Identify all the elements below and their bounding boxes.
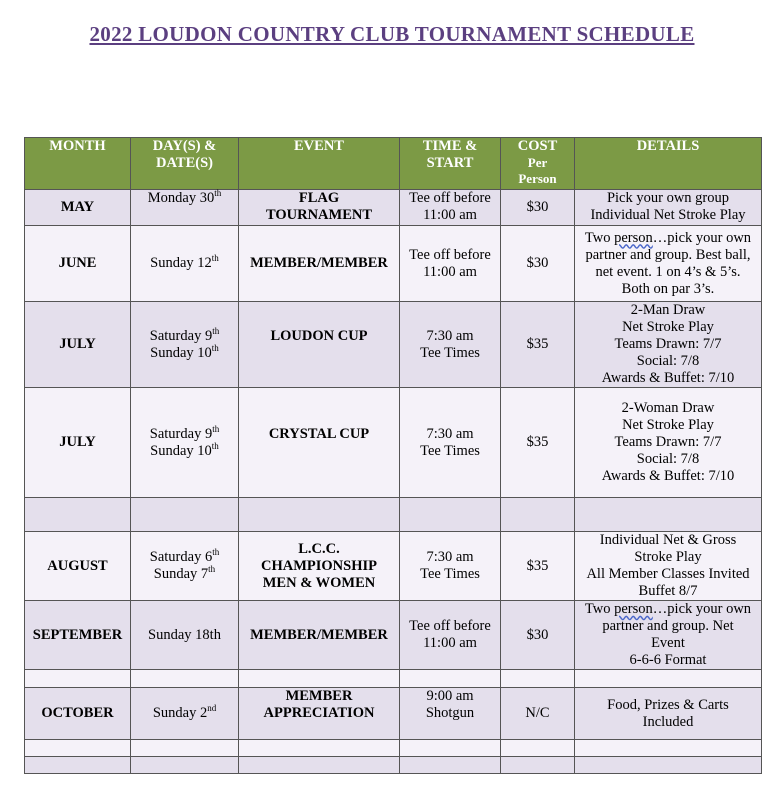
cost-cell: $30 [501, 601, 575, 670]
header-row [25, 138, 762, 190]
header-time: TIME & START [400, 138, 501, 190]
cost-cell: $30 [501, 190, 575, 226]
month-cell: JULY [25, 302, 131, 388]
month-cell: OCTOBER [25, 688, 131, 740]
event-cell: FLAG TOURNAMENT [239, 190, 400, 226]
month-cell: JUNE [25, 226, 131, 302]
days-cell: Saturday 9th Sunday 10th [131, 302, 239, 388]
event-cell: CRYSTAL CUP [239, 388, 400, 498]
event-cell: MEMBER/MEMBER [239, 601, 400, 670]
event-cell: L.C.C. CHAMPIONSHIP MEN & WOMEN [239, 532, 400, 601]
details-cell: Pick your own group Individual Net Stroke Play [575, 190, 762, 226]
days-cell: Monday 30th [131, 190, 239, 226]
page-title: 2022 LOUDON COUNTRY CLUB TOURNAMENT SCHEDULE [89, 22, 695, 46]
cost-cell: $35 [501, 302, 575, 388]
time-cell: 7:30 am Tee Times [400, 532, 501, 601]
cost-cell: $35 [501, 532, 575, 601]
event-cell: MEMBER APPRECIATION [239, 688, 400, 740]
header-days: DAY(S) & DATE(S) [131, 138, 239, 190]
event-cell: MEMBER/MEMBER [239, 226, 400, 302]
time-cell: Tee off before 11:00 am [400, 601, 501, 670]
month-cell: JULY [25, 388, 131, 498]
event-cell: LOUDON CUP [239, 302, 400, 388]
header-cost: COST Per Person [501, 138, 575, 190]
cost-cell: $30 [501, 226, 575, 302]
details-cell: Individual Net & Gross Stroke Play All Member Classes Invited Buffet 8/7 [575, 532, 762, 601]
empty-row [25, 670, 762, 688]
time-cell: Tee off before 11:00 am [400, 226, 501, 302]
empty-row [25, 740, 762, 757]
table-row [25, 688, 762, 740]
days-cell: Saturday 9th Sunday 10th [131, 388, 239, 498]
details-cell: Two person…pick your own partner and group. Best ball, net event. 1 on 4’s & 5’s. Both on par 3’s. [575, 226, 762, 302]
month-cell: MAY [25, 190, 131, 226]
table-row [25, 190, 762, 226]
details-cell: 2-Woman Draw Net Stroke Play Teams Drawn: 7/7 Social: 7/8 Awards & Buffet: 7/10 [575, 388, 762, 498]
empty-row [25, 757, 762, 774]
cost-cell: N/C [501, 688, 575, 740]
days-cell: Sunday 2nd [131, 688, 239, 740]
days-cell: Saturday 6th Sunday 7th [131, 532, 239, 601]
table-row [25, 226, 762, 302]
table-row [25, 532, 762, 601]
details-cell: 2-Man Draw Net Stroke Play Teams Drawn: 7/7 Social: 7/8 Awards & Buffet: 7/10 [575, 302, 762, 388]
details-cell: Two person…pick your own partner and group. Net Event 6-6-6 Format [575, 601, 762, 670]
schedule-table [24, 137, 762, 774]
days-cell: Sunday 12th [131, 226, 239, 302]
month-cell: AUGUST [25, 532, 131, 601]
days-cell: Sunday 18th [131, 601, 239, 670]
header-month: MONTH [25, 138, 131, 190]
table-row [25, 302, 762, 388]
details-cell: Food, Prizes & Carts Included [575, 688, 762, 740]
time-cell: 9:00 am Shotgun [400, 688, 501, 740]
time-cell: 7:30 am Tee Times [400, 302, 501, 388]
cost-cell: $35 [501, 388, 575, 498]
time-cell: Tee off before 11:00 am [400, 190, 501, 226]
empty-row [25, 498, 762, 532]
month-cell: SEPTEMBER [25, 601, 131, 670]
header-event: EVENT [239, 138, 400, 190]
table-row [25, 388, 762, 498]
table-row [25, 601, 762, 670]
time-cell: 7:30 am Tee Times [400, 388, 501, 498]
header-details: DETAILS [575, 138, 762, 190]
